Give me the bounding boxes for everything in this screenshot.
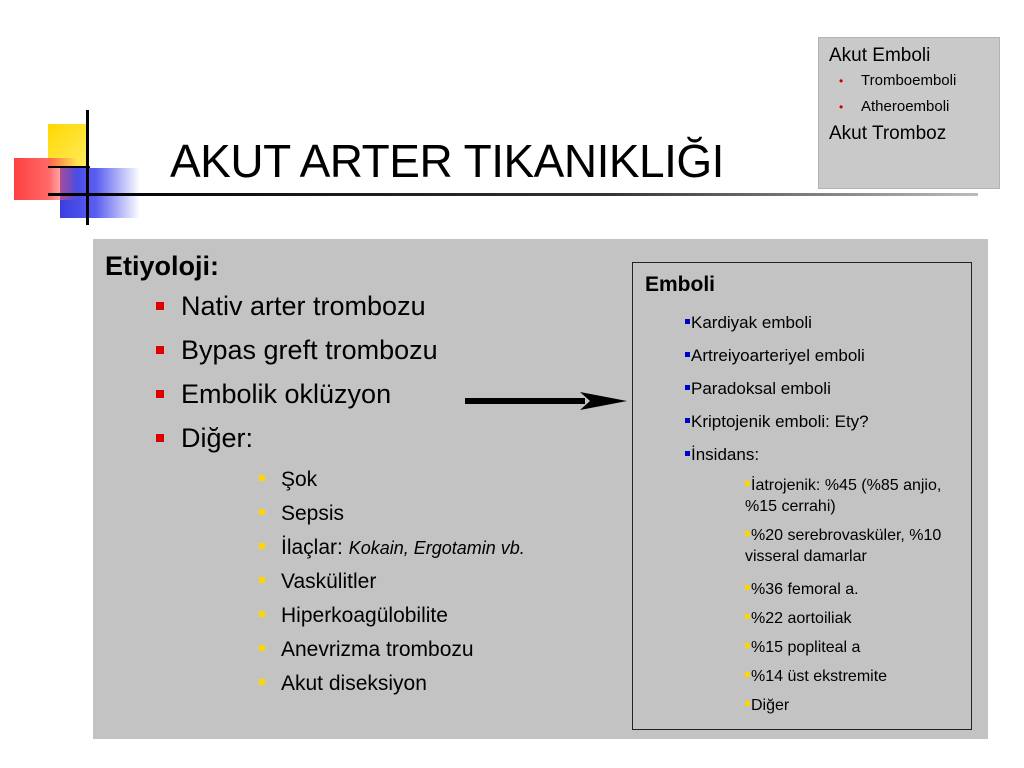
yellow-square-bullet	[259, 543, 265, 549]
emboli-item: Paradoksal emboli	[685, 379, 831, 399]
emboli-item: İnsidans:	[685, 445, 759, 465]
corner-list-item: • Tromboemboli	[829, 68, 989, 94]
yellow-square-bullet	[259, 509, 265, 515]
other-cause-item: Anevrizma trombozu	[259, 638, 474, 662]
cause-item: Diğer:	[156, 423, 253, 454]
yellow-square-bullet	[745, 672, 750, 677]
other-cause-item: Hiperkoagülobilite	[259, 604, 448, 628]
cause-item: Embolik oklüzyon	[156, 379, 391, 410]
emboli-item: Kardiyak emboli	[685, 313, 812, 333]
yellow-square-bullet	[259, 475, 265, 481]
emboli-tromboz-box	[818, 37, 1000, 189]
emboli-item: Kriptojenik emboli: Ety?	[685, 412, 869, 432]
yellow-square-bullet	[259, 679, 265, 685]
drug-examples: Kokain, Ergotamin vb.	[348, 538, 525, 558]
blue-square-bullet	[685, 319, 690, 324]
yellow-square-bullet	[745, 585, 750, 590]
title-underline	[48, 193, 978, 196]
emboli-box	[632, 262, 972, 730]
decor-short-line	[48, 166, 90, 168]
corner-list-item: • Atheroemboli	[829, 94, 989, 120]
other-cause-item: Şok	[259, 468, 317, 492]
yellow-square-bullet	[745, 701, 750, 706]
cause-item: Bypas greft trombozu	[156, 335, 438, 366]
emboli-heading: Emboli	[645, 273, 716, 296]
blue-square-bullet	[685, 418, 690, 423]
yellow-square-bullet	[259, 577, 265, 583]
slide-title: AKUT ARTER TIKANIKLIĞI	[170, 135, 724, 187]
cause-item: Nativ arter trombozu	[156, 291, 426, 322]
insidans-item: %20 serebrovasküler, %10 visseral damarlar	[745, 527, 942, 565]
red-square-bullet	[156, 434, 164, 442]
yellow-square-bullet	[745, 643, 750, 648]
yellow-square-bullet	[259, 645, 265, 651]
other-cause-item: Akut diseksiyon	[259, 672, 427, 696]
insidans-item: Diğer	[745, 695, 960, 716]
right-arrow-icon	[465, 388, 627, 414]
yellow-square-bullet	[259, 611, 265, 617]
yellow-square-bullet	[745, 481, 750, 486]
red-dot-bullet: •	[839, 100, 844, 114]
insidans-item: %14 üst ekstremite	[745, 666, 960, 687]
red-square-bullet	[156, 346, 164, 354]
akut-emboli-heading: Akut Emboli	[829, 45, 931, 66]
blue-square-bullet	[685, 352, 690, 357]
blue-square-bullet	[685, 385, 690, 390]
yellow-square-bullet	[745, 614, 750, 619]
insidans-item: %15 popliteal a	[745, 637, 960, 658]
insidans-item: İatrojenik: %45 (%85 anjio, %15 cerrahi)	[745, 477, 942, 515]
insidans-item: %22 aortoiliak	[745, 608, 960, 629]
red-square-bullet	[156, 302, 164, 310]
other-cause-item: Sepsis	[259, 502, 344, 526]
emboli-item: Artreiyoarteriyel emboli	[685, 346, 865, 366]
blue-square-bullet	[685, 451, 690, 456]
other-cause-item: İlaçlar: Kokain, Ergotamin vb.	[259, 536, 525, 560]
red-square-bullet	[156, 390, 164, 398]
red-dot-bullet: •	[839, 74, 844, 88]
other-cause-item: Vaskülitler	[259, 570, 376, 594]
yellow-square-bullet	[745, 531, 750, 536]
insidans-item: %36 femoral a.	[745, 579, 960, 600]
akut-tromboz-heading: Akut Tromboz	[829, 123, 947, 144]
etiyoloji-heading: Etiyoloji:	[105, 251, 219, 281]
